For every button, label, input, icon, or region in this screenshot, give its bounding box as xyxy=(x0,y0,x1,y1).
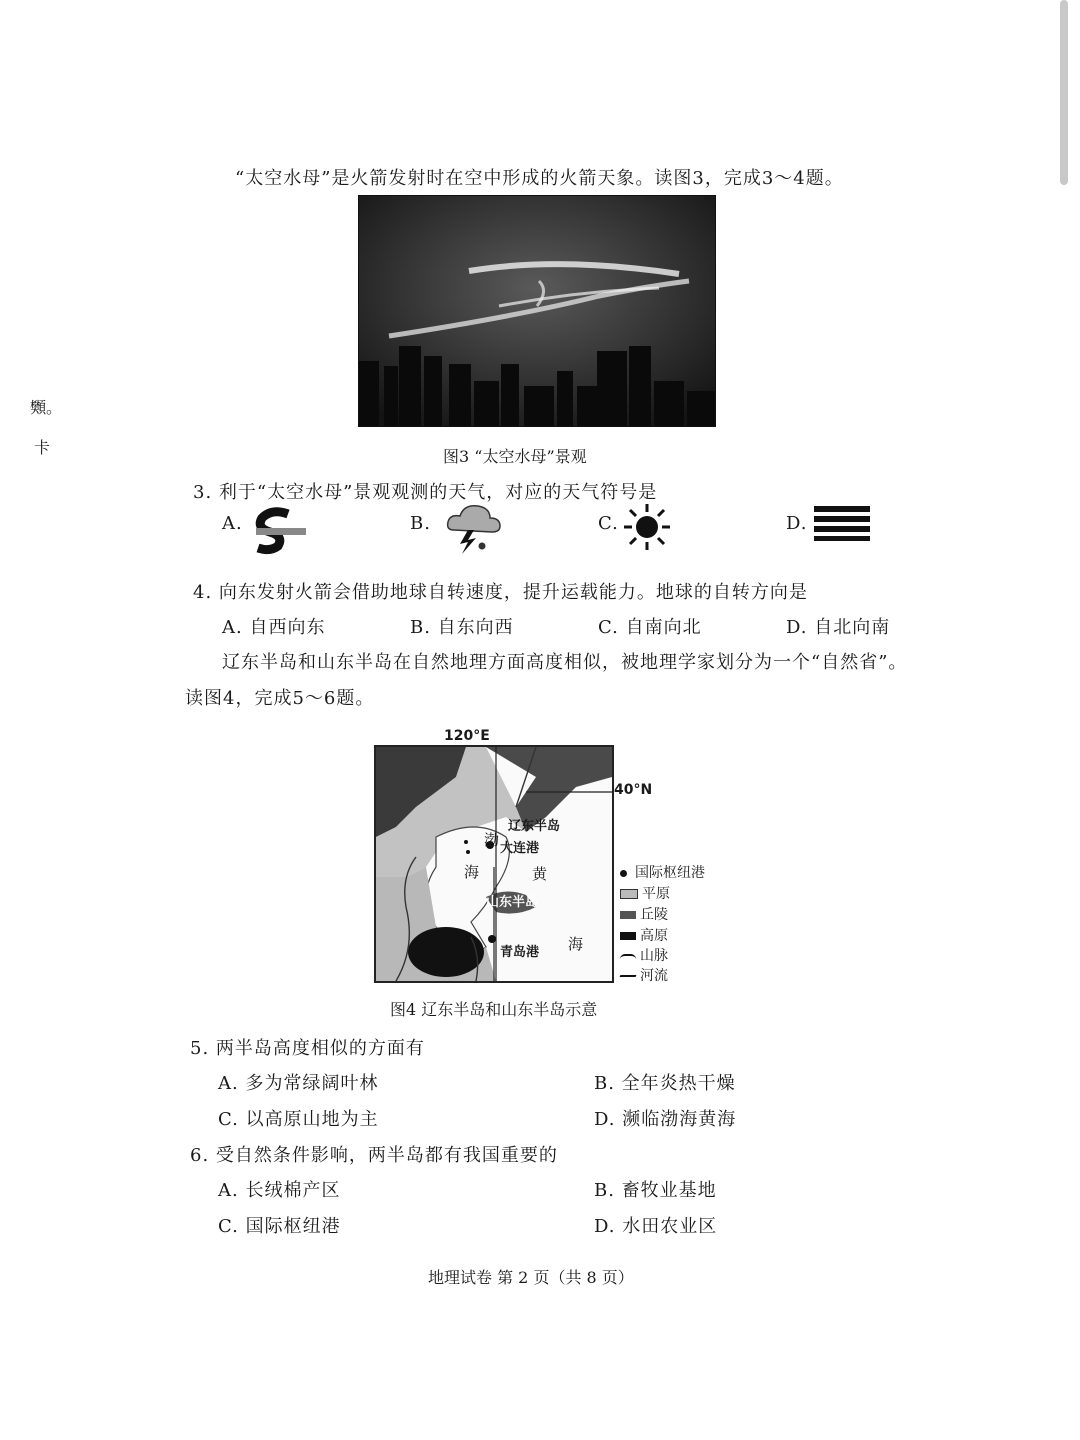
legend-mountain xyxy=(620,945,668,965)
plateau-swatch-icon xyxy=(620,932,636,940)
label-hai-huang: 海 xyxy=(568,935,584,953)
river-line-icon xyxy=(620,975,637,977)
label-bo: 渤 xyxy=(484,831,500,849)
label-qingdao-port: 青岛港 xyxy=(500,945,540,960)
sunny-symbol-icon xyxy=(622,502,672,556)
q5-option-d: D. 濒临渤海黄海 xyxy=(594,1109,737,1130)
q5-stem: 5. 两半岛高度相似的方面有 xyxy=(190,1038,425,1059)
figure-3-caption: 图3 “太空水母”景观 xyxy=(443,447,587,466)
q4-option-d: D. 自北向南 xyxy=(786,617,891,638)
legend-river-label: 河流 xyxy=(640,968,668,984)
q4-stem: 4. 向东发射火箭会借助地球自转速度，提升运载能力。地球的自转方向是 xyxy=(193,582,808,603)
q5-option-b: B. 全年炎热干燥 xyxy=(594,1073,736,1094)
q6-option-b: B. 畜牧业基地 xyxy=(594,1180,717,1201)
label-huang: 黄 xyxy=(532,865,548,883)
intro-q5-6-line1: 辽东半岛和山东半岛在自然地理方面高度相似，被地理学家划分为一个“自然省”。 xyxy=(222,652,908,673)
legend-plain xyxy=(620,883,670,903)
q5-option-c: C. 以高原山地为主 xyxy=(218,1109,379,1130)
hills-swatch-icon xyxy=(620,911,636,919)
thunderstorm-symbol-icon xyxy=(444,500,504,560)
plain-swatch-icon xyxy=(620,889,638,899)
q6-option-a: A. 长绒棉产区 xyxy=(218,1180,341,1201)
figure-4-caption: 图4 辽东半岛和山东半岛示意 xyxy=(390,1000,598,1019)
fog-symbol-icon xyxy=(814,504,870,546)
legend-plateau-label: 高原 xyxy=(640,928,668,944)
scrollbar[interactable] xyxy=(1060,0,1068,185)
legend-hub-port-label: 国际枢纽港 xyxy=(635,865,705,881)
label-shandong: 山东半岛 xyxy=(486,895,539,910)
legend-hub-port xyxy=(620,862,705,882)
q4-option-a: A. 自西向东 xyxy=(222,617,326,638)
legend-plain-label: 平原 xyxy=(642,886,670,902)
label-hai-bo: 海 xyxy=(464,863,480,881)
q5-option-a: A. 多为常绿阔叶林 xyxy=(218,1073,379,1094)
label-liaodong: 辽东半岛 xyxy=(508,819,561,834)
intro-q5-6-line2: 读图4，完成5～6题。 xyxy=(185,688,375,709)
legend-plateau xyxy=(620,925,668,945)
label-dalian-port: 大连港 xyxy=(500,841,540,856)
mountain-line-icon xyxy=(620,954,636,959)
dot-icon xyxy=(620,870,627,877)
q4-option-c: C. 自南向北 xyxy=(598,617,702,638)
legend-hills-label: 丘陵 xyxy=(640,907,668,923)
q3-option-a-label: A. xyxy=(222,513,243,534)
longitude-label: 120°E xyxy=(444,728,490,744)
figure-3-photo xyxy=(358,195,716,427)
q4-option-b: B. 自东向西 xyxy=(410,617,514,638)
page-footer: 地理试卷 第 2 页（共 8 页） xyxy=(428,1268,634,1287)
q3-option-d-label: D. xyxy=(786,513,808,534)
figure-4-map xyxy=(374,745,614,983)
intro-q3-4: “太空水母”是火箭发射时在空中形成的火箭天象。读图3，完成3～4题。 xyxy=(235,168,844,189)
legend-river xyxy=(620,965,668,985)
latitude-label: 40°N xyxy=(614,782,653,798)
typhoon-symbol-icon xyxy=(252,506,310,560)
q6-option-c: C. 国际枢纽港 xyxy=(218,1216,341,1237)
q3-option-b-label: B. xyxy=(410,513,431,534)
q3-stem: 3. 利于“太空水母”景观观测的天气，对应的天气符号是 xyxy=(193,482,658,503)
q6-option-d: D. 水田农业区 xyxy=(594,1216,718,1237)
margin-text-1: 䫶。 xyxy=(30,398,63,417)
margin-text-2: 卡 xyxy=(34,438,51,457)
q3-option-c-label: C. xyxy=(598,513,619,534)
q6-stem: 6. 受自然条件影响，两半岛都有我国重要的 xyxy=(190,1145,558,1166)
legend-hills xyxy=(620,904,668,924)
legend-mountain-label: 山脉 xyxy=(640,948,668,964)
